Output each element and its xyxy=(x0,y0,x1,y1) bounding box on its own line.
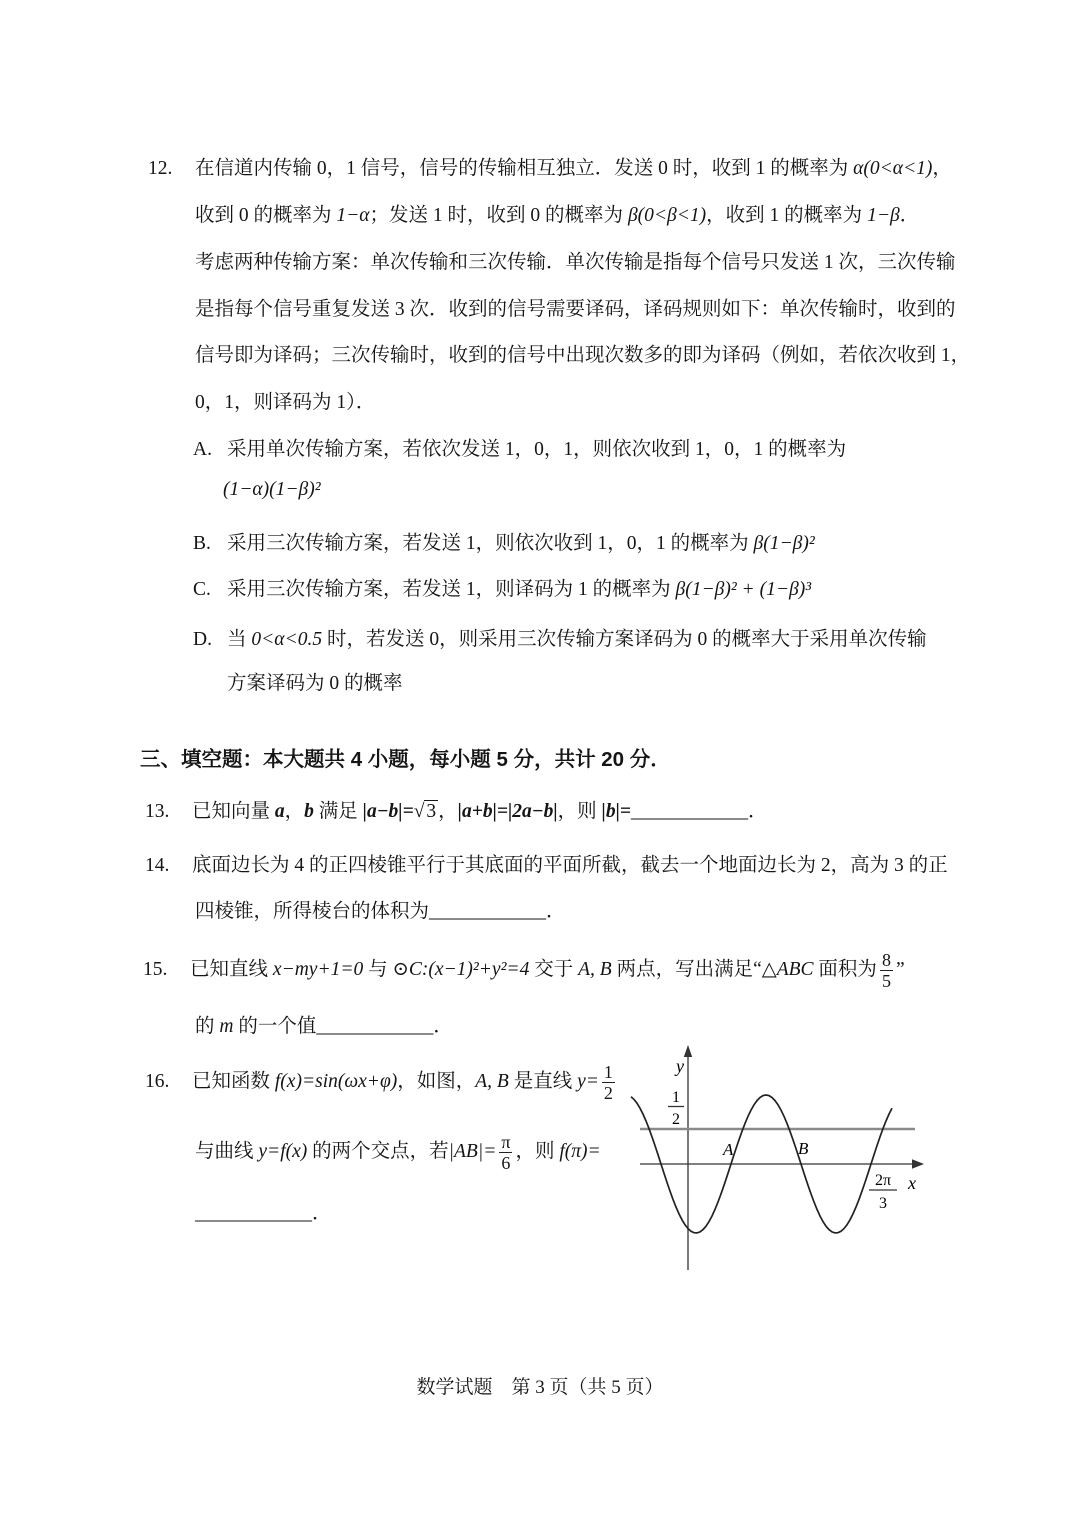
q16-figure xyxy=(626,1042,958,1280)
math-run: m xyxy=(219,1016,234,1037)
fraction-numerator: 8 xyxy=(881,950,891,970)
fraction-8-5 xyxy=(880,950,893,991)
text-run: ” xyxy=(895,959,905,981)
page-footer: 数学试题 第 3 页（共 5 页） xyxy=(416,1377,664,1398)
text-run: 底面边长为 4 的正四棱锥平行于其底面的平面所截，截去一个地面边长为 2，高为 3 的正 xyxy=(192,855,948,876)
q13-number: 13. xyxy=(145,801,170,822)
text-run: 已知直线 xyxy=(190,959,273,981)
math-run: △ABC xyxy=(761,959,814,981)
q12-line-3: 考虑两种传输方案：单次传输和三次传输．单次传输是指每个信号只发送 1 次，三次传输 xyxy=(195,252,956,273)
math-run: x−my+1=0 xyxy=(272,959,364,981)
math-run: 0<α<0.5 xyxy=(251,629,323,650)
text-run: 的 xyxy=(195,1016,220,1037)
text-run: ． xyxy=(312,1203,332,1224)
y-axis-arrow xyxy=(684,1045,692,1057)
x-axis-arrow xyxy=(912,1159,924,1169)
q16-line-2 xyxy=(195,1132,601,1173)
option-b-label: B. xyxy=(193,533,211,554)
math-run: A, B xyxy=(578,959,612,981)
section-3-title: 三、填空题：本大题共 4 小题，每小题 5 分，共计 20 分． xyxy=(140,748,671,771)
text-run: ，如图， xyxy=(397,1071,476,1093)
text-run: ， xyxy=(438,801,458,822)
q12-line-2 xyxy=(195,202,919,229)
point-a-label: A xyxy=(723,1140,734,1159)
q12-line-5: 信号即为译码；三次传输时，收到的信号中出现次数多的即为译码（例如，若依次收到 1， xyxy=(195,345,971,366)
q14-number: 14. xyxy=(145,855,170,876)
text-run: ，则 xyxy=(515,1141,560,1163)
q12-option-d-cont: 方案译码为 0 的概率 xyxy=(227,673,403,694)
q12-option-a-formula xyxy=(223,476,321,503)
y-axis-label: y xyxy=(676,1056,684,1076)
text-run: ． xyxy=(899,205,920,226)
math-run: y= xyxy=(577,1071,599,1093)
text-run: 采用单次传输方案，若依次发送 1，0，1，则依次收到 1，0，1 的概率为 xyxy=(227,439,847,460)
math-run: A, B xyxy=(475,1071,509,1093)
q15-number: 15. xyxy=(143,959,168,981)
radical-sign: √ xyxy=(413,801,425,822)
option-c-label: C. xyxy=(193,579,211,600)
math-run: f(π)= xyxy=(559,1141,601,1163)
half-fraction-denominator: 2 xyxy=(672,1111,680,1128)
q12-line-4: 是指每个信号重复发送 3 次．收到的信号需要译码，译码规则如下：单次传输时，收到的 xyxy=(195,299,956,320)
q12-option-b xyxy=(193,530,815,557)
text-run: 的两个交点，若 xyxy=(307,1141,449,1163)
fraction-numerator: π xyxy=(501,1132,511,1152)
math-run: α(0<α<1) xyxy=(853,158,933,179)
answer-blank: ____________ xyxy=(195,1203,312,1224)
vector-b: b xyxy=(304,801,314,822)
point-b-label: B xyxy=(798,1139,809,1158)
text-run: 在信道内传输 0，1 信号，信号的传输相互独立．发送 0 时，收到 1 的概率为 xyxy=(195,158,854,179)
text-run: ， xyxy=(284,801,305,822)
answer-blank: ____________ xyxy=(630,801,748,822)
text-run: 采用三次传输方案，若发送 1，则依次收到 1，0，1 的概率为 xyxy=(227,533,754,554)
q16-line-1 xyxy=(145,1062,618,1103)
q12-number: 12. xyxy=(148,158,173,179)
text-run: 收到 0 的概率为 xyxy=(195,205,337,226)
q13-line xyxy=(145,798,768,825)
text-run: 与 xyxy=(363,959,393,981)
fraction-denominator: 2 xyxy=(603,1083,613,1104)
math-run: |a+b|=|2a−b| xyxy=(457,801,558,822)
q16-number: 16. xyxy=(145,1071,170,1093)
fraction-1-2 xyxy=(602,1062,615,1103)
text-run: ；发送 1 时，收到 0 的概率为 xyxy=(369,205,628,226)
math-run: f(x)=sin(ωx+φ) xyxy=(274,1071,398,1093)
text-run: ． xyxy=(546,901,566,922)
q12-line-6: 0，1，则译码为 1）． xyxy=(195,392,376,413)
text-run: 与曲线 xyxy=(195,1141,259,1163)
math-run: 1−α xyxy=(336,205,370,226)
math-run: |AB|= xyxy=(448,1141,497,1163)
text-run: 的一个值 xyxy=(233,1016,317,1037)
sine-graph xyxy=(626,1042,958,1280)
q12-line-1 xyxy=(148,155,952,182)
math-run: |b|= xyxy=(601,801,631,822)
answer-blank: ____________ xyxy=(429,901,547,922)
math-run: β(1−β)² + (1−β)³ xyxy=(675,579,812,600)
fraction-denominator: 5 xyxy=(881,971,891,992)
math-run: (1−α)(1−β)² xyxy=(223,479,321,500)
text-run: 时，若发送 0，则采用三次传输方案译码为 0 的概率大于采用单次传输 xyxy=(322,629,927,650)
math-run: ⊙C:(x−1)²+y²=4 xyxy=(392,959,530,981)
q12-option-c xyxy=(193,576,811,603)
math-run: |a−b|= xyxy=(362,801,414,822)
math-run: β(1−β)² xyxy=(753,533,815,554)
q15-line-2 xyxy=(195,1013,453,1040)
math-run: β(0<β<1) xyxy=(627,205,707,226)
fraction-denominator: 6 xyxy=(499,1152,512,1173)
x-axis-label: x xyxy=(908,1173,916,1193)
text-run: 已知向量 xyxy=(192,801,275,822)
math-run: 1−β xyxy=(867,205,900,226)
text-run: 是直线 xyxy=(508,1071,578,1093)
tick-fraction-denominator: 3 xyxy=(879,1195,887,1212)
vector-a: a xyxy=(274,801,285,822)
text-run: 当 xyxy=(227,629,252,650)
q14-line-1 xyxy=(145,852,948,879)
text-run: 已知函数 xyxy=(192,1071,275,1093)
fraction-numerator: 1 xyxy=(603,1062,613,1082)
radicand: 3 xyxy=(426,801,437,822)
tick-fraction-numerator: 2π xyxy=(874,1172,892,1189)
text-run: 满足 xyxy=(313,801,363,822)
half-fraction-numerator: 1 xyxy=(672,1089,680,1106)
fraction-pi-6 xyxy=(499,1132,512,1173)
text-run: 交于 xyxy=(529,959,579,981)
text-run: 采用三次传输方案，若发送 1，则译码为 1 的概率为 xyxy=(227,579,676,600)
text-run: ， xyxy=(932,158,952,179)
q12-option-a xyxy=(193,436,846,463)
text-run: ． xyxy=(433,1016,453,1037)
q15-line-1 xyxy=(143,950,905,991)
q14-line-2 xyxy=(195,898,566,925)
text-run: 四棱锥，所得棱台的体积为 xyxy=(195,901,430,922)
text-run: 两点，写出满足“ xyxy=(611,959,762,981)
text-run: 面积为 xyxy=(813,959,877,981)
option-d-label: D. xyxy=(193,629,212,650)
text-run: ，则 xyxy=(557,801,602,822)
text-run: ． xyxy=(747,801,768,822)
text-run: ，收到 1 的概率为 xyxy=(706,205,868,226)
q12-option-d xyxy=(193,626,927,653)
answer-blank: ____________ xyxy=(316,1016,434,1037)
option-a-label: A. xyxy=(193,439,212,460)
math-run: y=f(x) xyxy=(258,1141,308,1163)
q16-line-3 xyxy=(195,1200,332,1227)
